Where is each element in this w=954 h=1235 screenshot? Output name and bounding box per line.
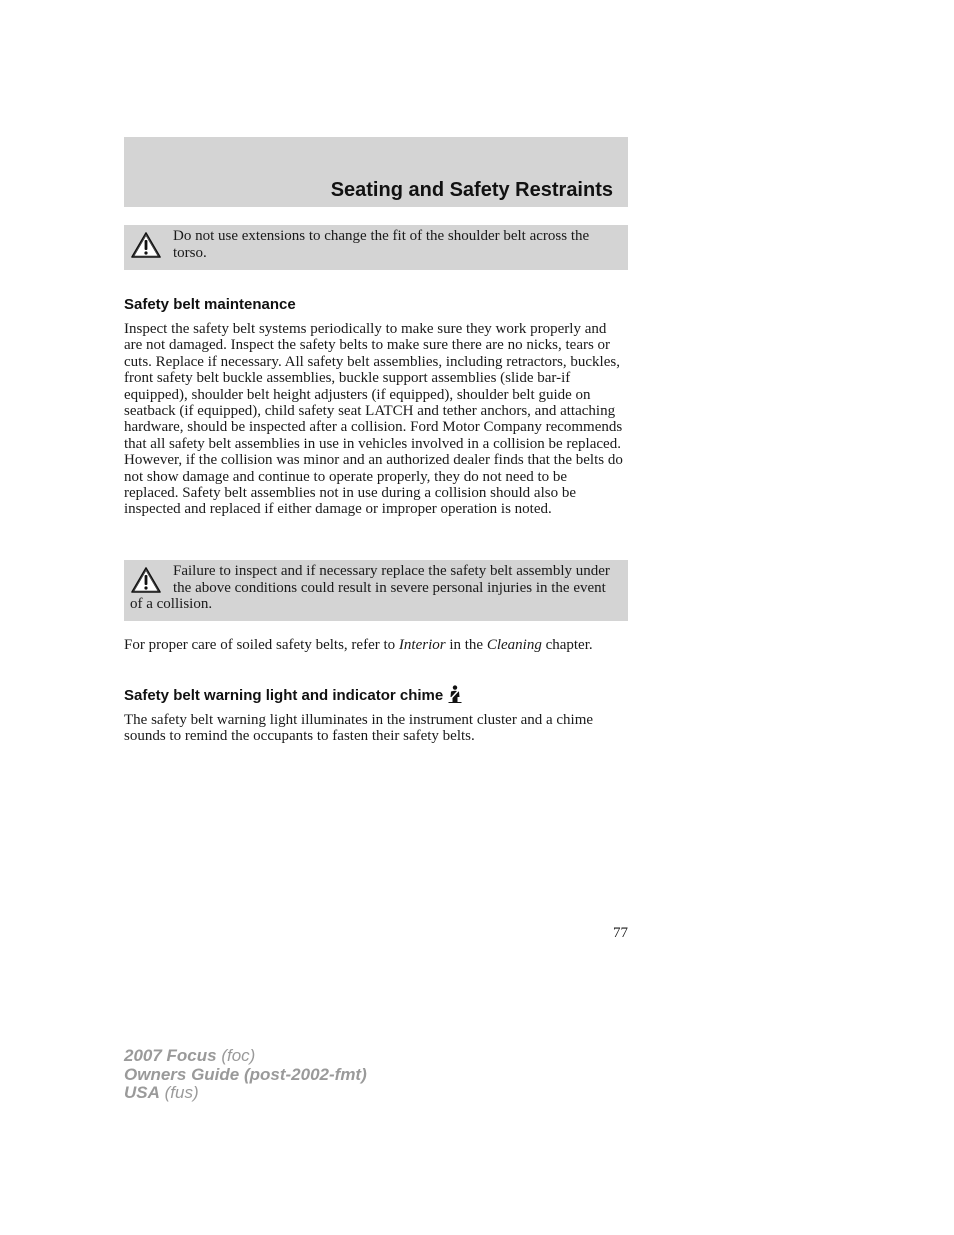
- footer-code: (foc): [216, 1046, 256, 1065]
- footer-code: (fus): [159, 1083, 199, 1102]
- footer-model: 2007 Focus: [124, 1046, 217, 1065]
- page-number: 77: [613, 925, 628, 941]
- warning-light-paragraph: The safety belt warning light illuminates in the instrument cluster and a chime sounds to remind the occupants to fasten their safety belts.: [124, 712, 594, 745]
- section-heading-maintenance: Safety belt maintenance: [124, 296, 296, 313]
- document-footer: [124, 1047, 367, 1103]
- care-paragraph: [124, 637, 624, 653]
- footer-market: USA: [124, 1083, 160, 1102]
- warning-box: [124, 225, 628, 270]
- maintenance-paragraph: Inspect the safety belt systems periodically to make sure they work properly and are not damaged. Inspect the safety belts to make sure there are no nicks, tears or cuts. Replace if necessary. All safety belt assemblies, including retractors, buckles, front safety belt buckle assemblies, buckle support assemblies (slide bar-if equipped), shoulder belt height adjusters (if equipped), shoulder belt guide on seatback (if equipped), child safety seat LATCH and tether anchors, and attaching hardware, should be inspected after a collision. Ford Motor Company recommends that all safety belt assemblies in use in vehicles involved in a collision be replaced. However, if the collision was minor and an authorized dealer finds that the belts do not show damage and continue to operate properly, they do not need to be replaced. Safety belt assemblies not in use during a collision should also be inspected and replaced if either damage or improper operation is noted.: [124, 321, 623, 518]
- chapter-header: [124, 137, 628, 207]
- heading-text: Safety belt warning light and indicator chime: [124, 687, 444, 704]
- interior-reference: Interior: [398, 637, 446, 653]
- care-text: in the: [445, 637, 487, 653]
- footer-guide: Owners Guide (post-2002-fmt): [124, 1064, 367, 1084]
- care-text: chapter.: [541, 637, 593, 653]
- warning-box: [124, 560, 628, 621]
- section-heading-warning-light: [124, 685, 463, 704]
- cleaning-reference: Cleaning: [486, 637, 542, 653]
- warning-triangle-icon: [130, 231, 162, 259]
- seatbelt-icon: [447, 685, 463, 703]
- warning-text: Do not use extensions to change the fit of the shoulder belt across the torso.: [173, 228, 590, 261]
- care-text: For proper care of soiled safety belts, refer to: [124, 637, 399, 653]
- warning-triangle-icon: [130, 566, 162, 594]
- chapter-title: Seating and Safety Restraints: [330, 179, 613, 201]
- warning-text: Failure to inspect and if necessary replace the safety belt assembly under the above conditions could result in severe personal injuries in the event of a collision.: [130, 563, 610, 612]
